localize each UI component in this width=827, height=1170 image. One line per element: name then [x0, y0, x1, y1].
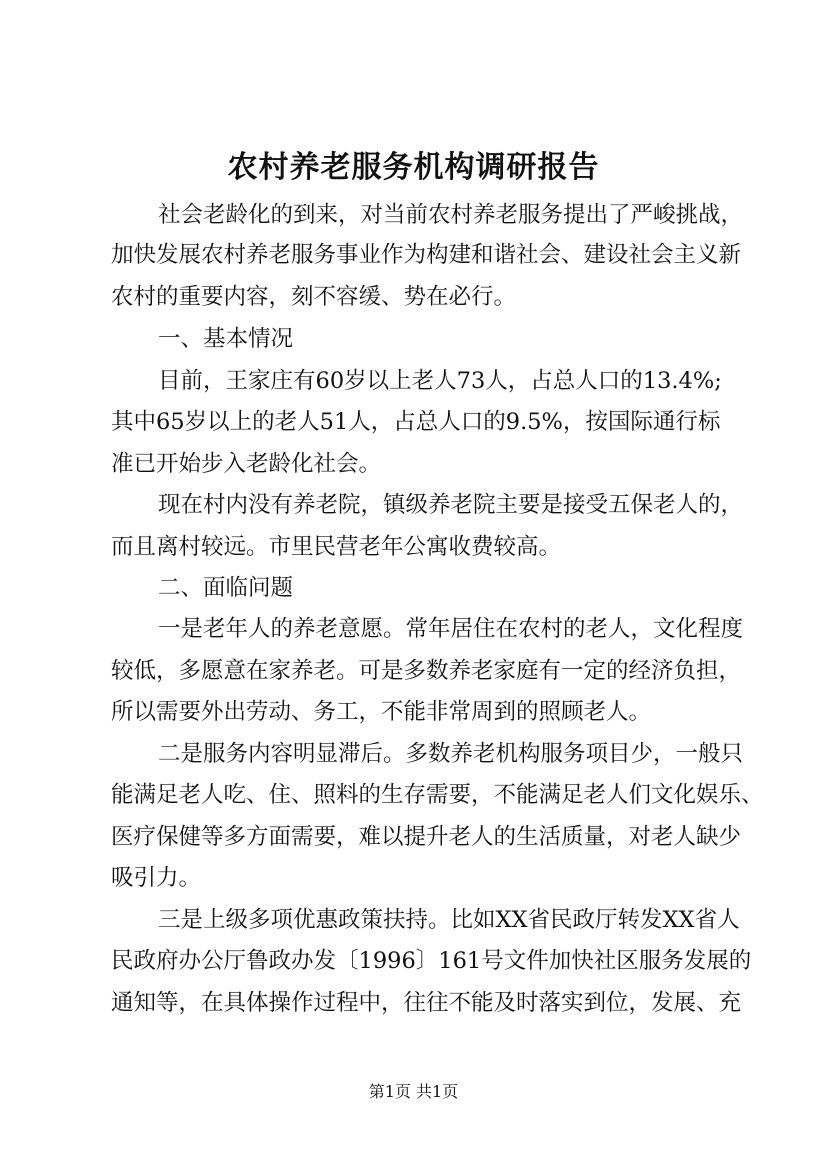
body-line: 通知等，在具体操作过程中，往往不能及时落实到位，发展、充 — [111, 990, 742, 1016]
body-line: 较低，多愿意在家养老。可是多数养老家庭有一定的经济负担， — [111, 658, 742, 684]
body-line: 目前，王家庄有60岁以上老人73人，占总人口的13.4%; — [158, 368, 722, 394]
section-heading: 一、基本情况 — [158, 326, 294, 352]
page-number-footer: 第1页 共1页 — [368, 1082, 459, 1101]
body-line: 加快发展农村养老服务事业作为构建和谐社会、建设社会主义新 — [111, 242, 742, 268]
document-title: 农村养老服务机构调研报告 — [227, 150, 600, 185]
body-line: 医疗保健等多方面需要，难以提升老人的生活质量，对老人缺少 — [111, 824, 742, 850]
body-line: 所以需要外出劳动、务工，不能非常周到的照顾老人。 — [111, 699, 652, 725]
body-line: 一是老年人的养老意愿。常年居住在农村的老人，文化程度 — [158, 616, 744, 642]
body-line: 现在村内没有养老院，镇级养老院主要是接受五保老人的， — [158, 492, 744, 518]
body-line: 三是上级多项优惠政策扶持。比如XX省民政厅转发XX省人 — [158, 907, 740, 933]
body-line: 民政府办公厅鲁政办发〔1996〕161号文件加快社区服务发展的 — [111, 948, 752, 974]
body-line: 而且离村较远。市里民营老年公寓收费较高。 — [111, 534, 562, 560]
body-line: 能满足老人吃、住、照料的生存需要，不能满足老人们文化娱乐、 — [111, 782, 764, 808]
section-heading: 二、面临问题 — [158, 575, 294, 601]
body-line: 其中65岁以上的老人51人，占总人口的9.5%，按国际通行标 — [111, 409, 721, 435]
body-line: 农村的重要内容，刻不容缓、势在必行。 — [111, 284, 517, 310]
body-line: 社会老龄化的到来，对当前农村养老服务提出了严峻挑战， — [158, 202, 744, 228]
body-line: 二是服务内容明显滞后。多数养老机构服务项目少，一般只 — [158, 741, 744, 767]
body-line: 吸引力。 — [111, 865, 202, 891]
body-line: 准已开始步入老龄化社会。 — [111, 451, 382, 477]
